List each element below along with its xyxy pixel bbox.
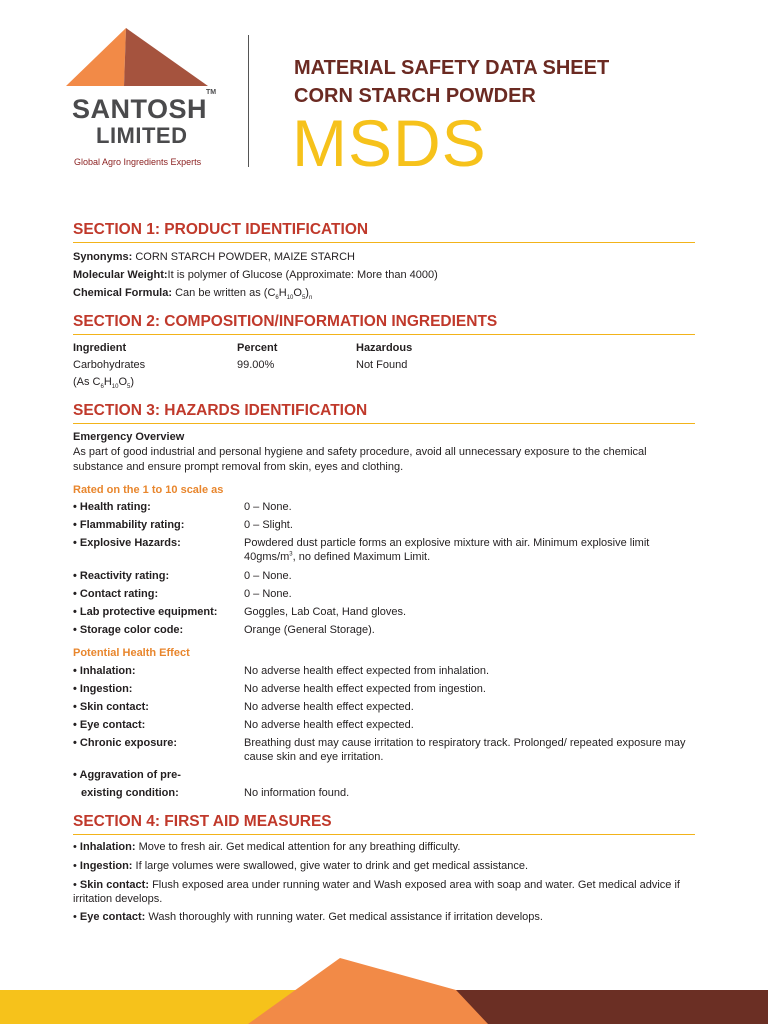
effect-label: • Ingestion: [73,683,133,695]
aggravation-label-line1: • Aggravation of pre- [73,769,181,781]
chemical-formula-value: Can be written as [175,287,261,299]
rating-value: 0 – Slight. [244,519,293,531]
col-header-ingredient: Ingredient [73,342,127,354]
rating-label: • Reactivity rating: [73,570,170,582]
rating-value: Goggles, Lab Coat, Hand gloves. [244,606,407,618]
cell-ingredient: Carbohydrates [73,359,146,371]
brand-name: SANTOSH [72,94,208,124]
msds-heading: MSDS [292,106,487,180]
chemical-formula: $(C_6H_{10}O_5)_n$ [263,287,313,302]
first-aid-item: • Skin contact: Flush exposed area under running water and Wash exposed area with soap and water. Get medical advice if irritation develops. [73,879,680,905]
rating-label: • Storage color code: [73,624,184,636]
synonyms-label: Synonyms: [73,251,133,263]
chemical-formula-row [73,286,312,300]
rating-label: • Lab protective equipment: [73,606,218,618]
rating-label: • Health rating: [73,501,151,513]
aggravation-label-line2: existing condition: [81,787,179,799]
section3-rule [73,423,695,424]
rating-label: • Explosive Hazards: [73,537,181,549]
brand-tagline: Global Agro Ingredients Experts [74,157,202,167]
trademark: TM [206,89,217,96]
section3-title: SECTION 3: HAZARDS IDENTIFICATION [73,402,368,419]
section1-title: SECTION 1: PRODUCT IDENTIFICATION [73,221,369,238]
footer-band-decoration [0,958,768,1024]
effect-value: No adverse health effect expected. [244,701,414,713]
doc-title-line1: MATERIAL SAFETY DATA SHEET [294,57,610,79]
rating-value-explosive: Powdered dust particle forms an explosive mixture with air. Minimum explosive limit $40gms/m^3$, no defined Maximum Limit. [244,537,650,563]
rating-value: 0 – None. [244,570,292,582]
section2-rule [73,334,695,335]
brand-sub: LIMITED [96,123,188,148]
doc-title-line2: CORN STARCH POWDER [294,85,536,107]
effect-value: Breathing dust may cause irritation to respiratory track. Prolonged/ repeated exposure may cause skin and eye irritation. [244,737,686,763]
synonyms-row [73,250,355,264]
header-divider [248,35,249,167]
effect-label: • Skin contact: [73,701,149,713]
aggravation-value: No information found. [244,787,350,799]
synonyms-value: CORN STARCH POWDER, MAIZE STARCH [135,251,355,263]
effect-label: • Eye contact: [73,719,146,731]
chemical-formula-label: Chemical Formula: [73,287,173,299]
first-aid-item: • Ingestion: If large volumes were swallowed, give water to drink and get medical assistance. [73,860,529,872]
effect-value: No adverse health effect expected. [244,719,414,731]
section4-rule [73,834,695,835]
rated-scale-label: Rated on the 1 to 10 scale as [73,484,224,496]
emergency-overview-text: As part of good industrial and personal hygiene and safety procedure, avoid all unnecessary exposure to the chemical substance and ensure prompt removal from skin, eyes and clothing. [73,446,647,473]
cell-ingredient-formula: (As $C_6H_{10}O_5$) [73,376,135,391]
rating-label: • Flammability rating: [73,519,185,531]
effect-value: No adverse health effect expected from ingestion. [244,683,486,695]
effect-label: • Chronic exposure: [73,737,178,749]
emergency-overview-label: Emergency Overview [73,431,185,443]
molecular-weight-value: It is polymer of Glucose (Approximate: More than 4000) [167,269,438,281]
col-header-percent: Percent [237,342,278,354]
effect-label: • Inhalation: [73,665,136,677]
rating-value: 0 – None. [244,588,292,600]
first-aid-item: • Eye contact: Wash thoroughly with running water. Get medical assistance if irritation develops. [73,911,543,923]
molecular-weight-label: Molecular Weight: [73,269,168,281]
rating-value: 0 – None. [244,501,292,513]
effect-value: No adverse health effect expected from inhalation. [244,665,490,677]
molecular-weight-row [73,268,438,282]
cell-percent: 99.00% [237,359,275,371]
first-aid-item: • Inhalation: Move to fresh air. Get medical attention for any breathing difficulty. [73,841,461,853]
potential-health-effect-label: Potential Health Effect [73,647,190,659]
section2-title: SECTION 2: COMPOSITION/INFORMATION INGREDIENTS [73,313,498,330]
section1-rule [73,242,695,243]
pyramid-logo-icon [58,28,218,90]
rating-label: • Contact rating: [73,588,159,600]
col-header-hazardous: Hazardous [356,342,413,354]
section4-title: SECTION 4: FIRST AID MEASURES [73,813,332,830]
cell-hazardous: Not Found [356,359,408,371]
rating-value: Orange (General Storage). [244,624,375,636]
